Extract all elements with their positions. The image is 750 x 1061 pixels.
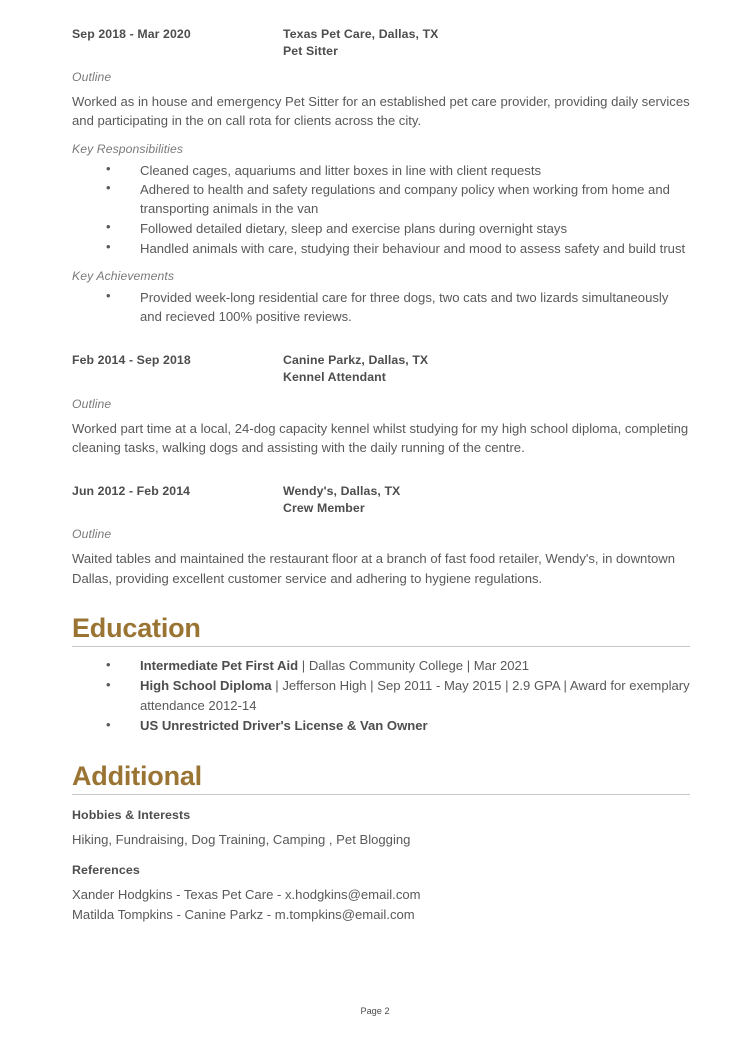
experience-job-title: Pet Sitter [283, 43, 338, 58]
experience-entry [72, 26, 690, 326]
hobbies-text: Hiking, Fundraising, Dog Training, Camping , Pet Blogging [72, 832, 411, 848]
additional-section [72, 762, 690, 924]
spacer [72, 588, 690, 614]
experience-entry [72, 352, 690, 457]
list-item [72, 676, 690, 714]
experience-entry-header [72, 483, 690, 516]
achievements-label: Key Achievements [72, 268, 175, 283]
list-item: • Handled animals with care, studying their behaviour and mood to assess safety and build trust [72, 239, 690, 258]
hobbies-label: Hobbies & Interests [72, 808, 191, 823]
list-item: • Adhered to health and safety regulations and company policy when working from home and transporting animals in the van [72, 180, 690, 218]
spacer [72, 457, 690, 483]
reference-item: Matilda Tompkins - Canine Parkz - m.tompkins@email.com [72, 906, 415, 922]
experience-job-title: Kennel Attendant [283, 370, 386, 385]
outline-label: Outline [72, 527, 112, 542]
references-label: References [72, 863, 140, 877]
education-list [72, 656, 690, 735]
experience-entry-header [72, 352, 690, 385]
experience-company: Wendy's, Dallas, TX [283, 484, 401, 499]
outline-text: Worked part time at a local, 24-dog capacity kennel whilst studying for my high school diploma, completing cleaning tasks, walking dogs and assisting with the daily running of the centre. [72, 420, 689, 455]
education-item-title: High School Diploma [140, 678, 272, 694]
list-item: • Followed detailed dietary, sleep and exercise plans during overnight stays [72, 219, 690, 238]
references-text [72, 885, 690, 924]
responsibilities-list [72, 161, 690, 258]
education-item-detail: | Jefferson High | Sep 2011 - May 2015 | 2.9 GPA | Award for exemplary attendance 2012-14 [140, 678, 690, 713]
responsibilities-label: Key Responsibilities [72, 141, 184, 156]
achievements-list [72, 288, 690, 326]
outline-text: Worked as in house and emergency Pet Sitter for an established pet care provider, providing daily services and participating in the on call rota for clients across the city. [72, 94, 690, 129]
outline-label: Outline [72, 70, 112, 85]
spacer [72, 326, 690, 352]
education-item-detail: | Dallas Community College | Mar 2021 [298, 658, 530, 674]
education-item-title: US Unrestricted Driver's License & Van Owner [140, 717, 428, 733]
experience-entry-header [72, 26, 690, 59]
list-item [72, 656, 690, 675]
education-section [72, 614, 690, 735]
list-item: • Provided week-long residential care for three dogs, two cats and two lizards simultaneously and recieved 100% positive reviews. [72, 288, 690, 326]
reference-item: Xander Hodgkins - Texas Pet Care - x.hodgkins@email.com [72, 887, 421, 902]
experience-company: Texas Pet Care, Dallas, TX [283, 27, 439, 41]
list-item: • Cleaned cages, aquariums and litter boxes in line with client requests [72, 161, 690, 180]
page-content [72, 26, 690, 924]
experience-employer-block [283, 483, 690, 516]
page-footer: Page 2 [360, 1006, 390, 1016]
experience-employer-block [283, 26, 690, 59]
experience-company: Canine Parkz, Dallas, TX [283, 353, 429, 368]
outline-label: Outline [72, 396, 112, 411]
section-heading-education: Education [72, 614, 690, 647]
experience-entry [72, 483, 690, 588]
spacer [72, 736, 690, 762]
section-heading-additional: Additional [72, 762, 690, 795]
experience-dates: Jun 2012 - Feb 2014 [72, 484, 191, 499]
education-item-title: Intermediate Pet First Aid [140, 658, 299, 674]
experience-dates: Sep 2018 - Mar 2020 [72, 27, 191, 41]
experience-dates: Feb 2014 - Sep 2018 [72, 353, 191, 368]
experience-job-title: Crew Member [283, 500, 365, 515]
experience-employer-block [283, 352, 690, 385]
list-item [72, 716, 690, 735]
outline-text: Waited tables and maintained the restaurant floor at a branch of fast food retailer, Wendy's, in downtown Dallas, providing excellent customer service and adhering to hygiene regulations. [72, 551, 675, 586]
